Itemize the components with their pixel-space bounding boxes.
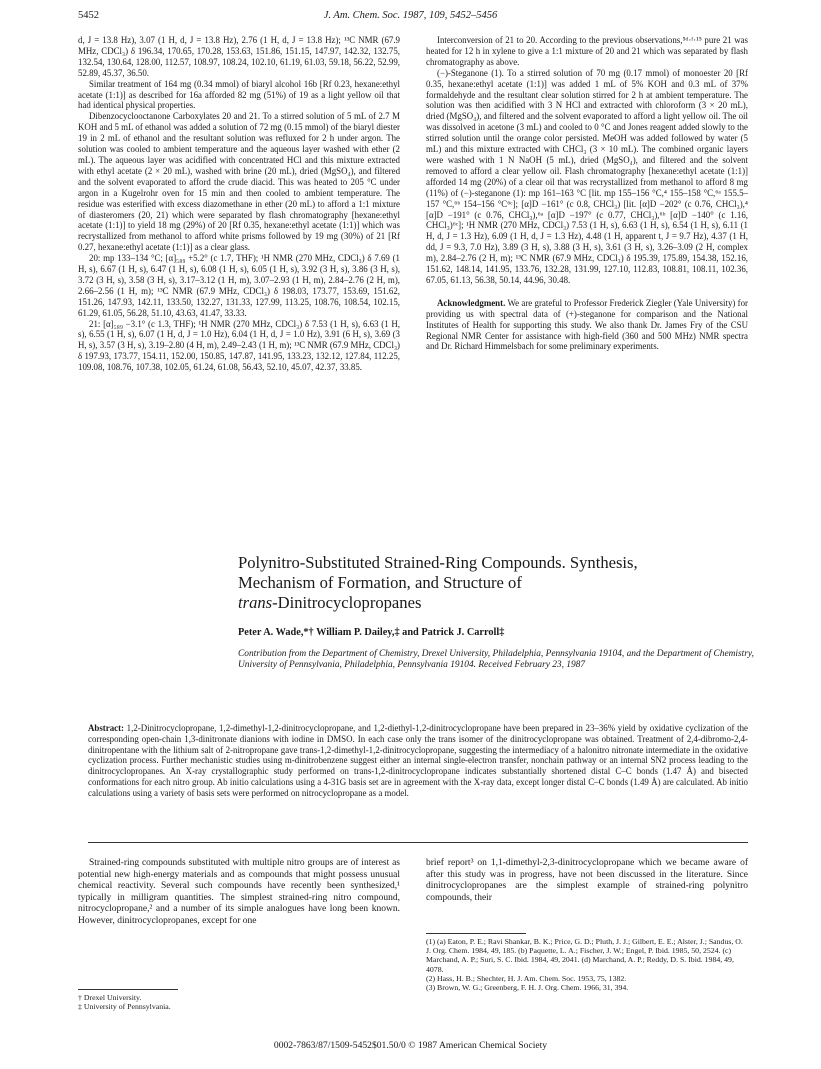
footnote: (2) Hass, H. B.; Shechter, H. J. Am. Chem. Soc. 1953, 75, 1382. xyxy=(426,973,627,983)
footnote: ‡ University of Pennsylvania. xyxy=(78,1002,171,1012)
footnote: (3) Brown, W. G.; Greenberg, F. H. J. Org. Chem. 1966, 31, 394. xyxy=(426,983,629,993)
footnotes-right xyxy=(426,937,748,992)
title-line: Mechanism of Formation, and Structure of xyxy=(238,573,522,592)
paragraph: Interconversion of 21 to 20. According to the previous observations,⁵ᵈ·ᶠ·¹⁵ pure 21 was heated for 12 h in xylene to give a 1:1 mixture of 20 and 21 which was separated by flash chromatography as above. xyxy=(426,35,748,67)
abstract-rule xyxy=(88,842,748,843)
intro-right xyxy=(426,858,748,904)
paragraph: Dibenzocyclooctanone Carboxylates 20 and 21. To a stirred solution of 5 mL of 2.7 M KOH and 5 mL of ethanol was added a solution of 72 mg (0.15 mmol) of the biaryl diester 19 in 2 mL of ethanol and the resultant solution was refluxed for 2 h under argon. The solution was cooled to ambient temperature and the aqueous layer washed with ether (2 mL). The aqueous layer was acidified with concentrated HCl and this mixture extracted with ethyl acetate (2 × 20 mL), washed with brine (20 mL), dried (MgSO₄), and filtered and the solvent evaporated to afford the crude diacid. This was heated to 205 °C under argon in a Kugelrohr oven for 15 min and then cooled to ambient temperature. The residue was esterified with excess diazomethane in ether (20 mL) to afford a 1:1 mixture of diasteromers (20, 21) which were separated by flash chromatography [hexane:ethyl acetate (1:1)] to yield 18 mg (29%) of 20 [Rf 0.35, hexane:ethyl acetate (1:1)] which was recrystallized from methanol to afford white prisms followed by 19 mg (30%) of 21 [Rf 0.27, hexane:ethyl acetate (1:1)] as a clear glass. xyxy=(78,111,400,253)
acknowledgment-text: We are grateful to Professor Frederick Ziegler (Yale University) for providing us with spectral data of (+)-steganone for comparison and the National Institutes of Health for supporting this study. We also thank Dr. James Fry of the CSU Regional NMR Center for assistance with high-field (360 and 500 MHz) NMR spectra and Dr. Richard Himmelsbach for some preliminary experiments. xyxy=(426,297,749,352)
footnote: (1) (a) Eaton, P. E.; Ravi Shankar, B. K.; Price, G. D.; Pluth, J. J.; Gilbert, E. E.; Alster, J.; Sandus, O. J. Org. Chem. 1984, 49, 185. (b) Paquette, L. A.; Fischer, J. W.; Engel, P. Ibid. 1985, 50, 2524. (c) Marchand, A. P.; Suri, S. C. Ibid. 1984, 49, 2041. (d) Marchand, A. P.; Reddy, D. S. Ibid. 1984, 49, 4078. xyxy=(426,937,743,974)
running-header: J. Am. Chem. Soc. 1987, 109, 5452–5456 xyxy=(323,10,498,21)
paragraph: brief report³ on 1,1-dimethyl-2,3-dinitrocyclopropane which we became aware of after this study was in progress, have not been discussed in the literature. Since dinitrocyclopropanes are the simplest example of strained-ring polynitro compounds, their xyxy=(426,858,748,903)
page-number: 5452 xyxy=(78,10,99,21)
left-column xyxy=(78,35,400,373)
footnote-rule-right xyxy=(426,933,526,934)
abstract-label: Abstract: xyxy=(88,723,124,733)
title-line: Polynitro-Substituted Strained-Ring Compounds. Synthesis, xyxy=(238,553,638,572)
abstract xyxy=(88,723,748,799)
footnote: † Drexel University. xyxy=(78,993,142,1002)
page-footer: 0002-7863/87/1509-5452$01.50/0 © 1987 American Chemical Society xyxy=(273,1040,548,1051)
title-rest: -Dinitrocyclopropanes xyxy=(272,593,422,612)
intro-left xyxy=(78,858,400,927)
paragraph: 20: mp 133–134 °C; [α]₅₈₉ +5.2° (c 1.7, THF); ¹H NMR (270 MHz, CDCl₃) δ 7.69 (1 H, s), 6.67 (1 H, s), 6.47 (1 H, s), 6.08 (1 H, s), 6.05 (1 H, s), 3.92 (3 H, s), 3.86 (3 H, s), 3.72 (3 H, s), 3.58 (3 H, s), 3.17–3.12 (1 H, m), 3.07–2.93 (1 H, m), 2.84–2.76 (2 H, m), 2.66–2.56 (1 H, m); ¹³C NMR (67.9 MHz, CDCl₃) δ 198.03, 173.77, 153.69, 151.62, 151.26, 147.93, 142.11, 133.50, 132.27, 131.33, 127.99, 113.25, 108.76, 108.54, 102.15, 61.29, 61.05, 56.28, 51.10, 43.63, 41.47, 33.33. xyxy=(78,253,400,318)
abstract-text: 1,2-Dinitrocyclopropane, 1,2-dimethyl-1,2-dinitrocyclopropane, and 1,2-diethyl-1,2-dinitrocyclopropane have been prepared in 23–36% yield by oxidative cyclization of the corresponding open-chain 1,3-dinitronate dianions with iodine in DMSO. In each case only the trans isomer of the dinitrocyclopropane was obtained. Treatment of 2,4-dibromo-2,4-dinitropentane with the lithium salt of 2-nitropropane gave trans-1,2-dimethyl-1,2-dinitrocyclopropane, suggesting the intermediacy of a halonitro nitronate intermediate in the oxidative cyclization process. Further mechanistic studies using m-dinitrobenzene suggest either an internal single-electron transfer, nonchain pathway or an internal SN2 process leading to the dinitrocyclopropanes. An X-ray crystallographic study performed on trans-1,2-dinitrocyclopropane indicates substantially shortened distal C–C bonds (1.47 Å) and bisected conformations for each nitro group. Ab initio calculations using a 4-31G basis set are in agreement with the X-ray data, except longer distal C–C bonds (1.49 Å) are calculated. Ab initio calculations using a variety of basis sets were performed on nitrocyclopropane as a model. xyxy=(88,723,748,798)
article-title xyxy=(238,553,758,613)
acknowledgment-label: Acknowledgment. xyxy=(437,297,506,308)
authors: Peter A. Wade,*† William P. Dailey,‡ and Patrick J. Carroll‡ xyxy=(238,627,505,638)
paragraph: (−)-Steganone (1). To a stirred solution of 70 mg (0.17 mmol) of monoester 20 [Rf 0.35, hexane:ethyl acetate (1:1)] was added 1 mL of 5% KOH and 0.3 mL of 37% formaldehyde and the resultant clear solution stirred for 2 h at ambient temperature. The solution was then acidified with 3 N HCl and extracted with chloroform (3 × 20 mL), dried (MgSO₄), and filtered and the solvent evaporated to afford a light yellow oil. The oil was dissolved in acetone (3 mL) and cooled to 0 °C and Jones reagent added slowly to the stirred solution until the orange color persisted. MeOH was added followed by water (5 mL) and this mixture extracted with CHCl₃ (3 × 10 mL). The combined organic layers were washed with 1 N NaOH (5 mL), dried (MgSO₄), and filtered and the solvent removed to afford a clear yellow oil. Flash chromatography [hexane:ethyl acetate (1:1)] afforded 14 mg (20%) of a clear oil that was recrystallized from methanol to afford 8 mg (11%) of (−)-steganone (1): mp 161–163 °C [lit. mp 155–156 °C,⁴ 155–158 °C,⁶ᵃ 155.5–157 °C,⁶ᵇ 154–156 °C⁶ᶜ]; [α]D −161° (c 0.8, CHCl₃) [lit. [α]D −202° (c 0.76, CHCl₃),⁴ [α]D −191° (c 0.76, CHCl₃),⁶ᵃ [α]D −197° (c 0.77, CHCl₃),⁶ᵇ [α]D −140° (c 1.16, CHCl₃)⁶ᶜ]; ¹H NMR (270 MHz, CDCl₃) 7.53 (1 H, s), 6.63 (1 H, s), 6.54 (1 H, s), 6.11 (1 H, d, J = 1.3 Hz), 6.09 (1 H, d, J = 1.3 Hz), 4.48 (1 H, apparent t, J = 9.7 Hz), 4.37 (1 H, dd, J = 9.3, 7.0 Hz), 3.89 (3 H, s), 3.88 (3 H, s), 3.61 (3 H, s), 3.26–3.09 (2 H, complex m), 2.84–2.76 (2 H, m); ¹³C NMR (67.9 MHz, CDCl₃) δ 195.39, 175.89, 154.38, 152.16, 151.62, 148.14, 141.95, 133.76, 132.28, 131.99, 127.10, 112.83, 108.81, 108.11, 102.36, 67.05, 61.13, 56.38, 50.14, 44.96, 30.48. xyxy=(426,67,748,285)
affiliation: Contribution from the Department of Chemistry, Drexel University, Philadelphia, Pennsylvania 19104, and the Department of Chemistry, University of Pennsylvania, Philadelphia, Pennsylvania 19104. Received February 23, 1987 xyxy=(238,649,754,671)
paragraph: Strained-ring compounds substituted with multiple nitro groups are of interest as potential new high-energy materials and as compounds that might possess unusual chemical reactivity. Several such compounds have recently been synthesized,¹ typically in milligram quantities. The simplest strained-ring nitro compound, nitrocyclopropane,² and a number of its simple analogues have long been known. However, dinitrocyclopropanes, except for one xyxy=(78,858,400,926)
paragraph: 21: [α]₅₈₉ −3.1° (c 1.3, THF); ¹H NMR (270 MHz, CDCl₃) δ 7.53 (1 H, s), 6.63 (1 H, s), 6.55 (1 H, s), 6.07 (1 H, d, J = 1.0 Hz), 6.04 (1 H, d, J = 1.0 Hz), 3.91 (6 H, s), 3.69 (3 H, s), 3.57 (3 H, s), 3.19–2.80 (4 H, m), 2.49–2.43 (1 H, m); ¹³C NMR (67.9 MHz, CDCl₃) δ 197.93, 173.77, 154.11, 152.00, 150.85, 147.87, 141.95, 133.23, 132.12, 127.84, 112.25, 109.08, 108.76, 107.38, 102.05, 61.24, 61.08, 56.43, 52.10, 45.07, 42.37, 33.85. xyxy=(78,318,400,373)
right-column xyxy=(426,35,748,352)
paragraph: d, J = 13.8 Hz), 3.07 (1 H, d, J = 13.8 Hz), 2.76 (1 H, d, J = 13.8 Hz); ¹³C NMR (67.9 MHz, CDCl₃) δ 196.34, 170.65, 170.28, 153.63, 151.86, 151.15, 147.97, 142.32, 132.75, 132.54, 130.64, 128.00, 112.57, 108.97, 108.24, 102.10, 61.19, 61.03, 59.18, 56.22, 52.99, 52.89, 45.37, 36.50. xyxy=(78,35,400,78)
footnote-rule-left xyxy=(78,989,178,990)
acknowledgment xyxy=(426,298,748,353)
footnotes-left xyxy=(78,993,400,1011)
paragraph: Similar treatment of 164 mg (0.34 mmol) of biaryl alcohol 16b [Rf 0.23, hexane:ethyl acetate (1:1)] as described for 16a afforded 82 mg (51%) of 19 as a light yellow oil that had identical physical properties. xyxy=(78,78,400,111)
title-line xyxy=(238,593,758,613)
title-italic: trans xyxy=(238,593,273,612)
